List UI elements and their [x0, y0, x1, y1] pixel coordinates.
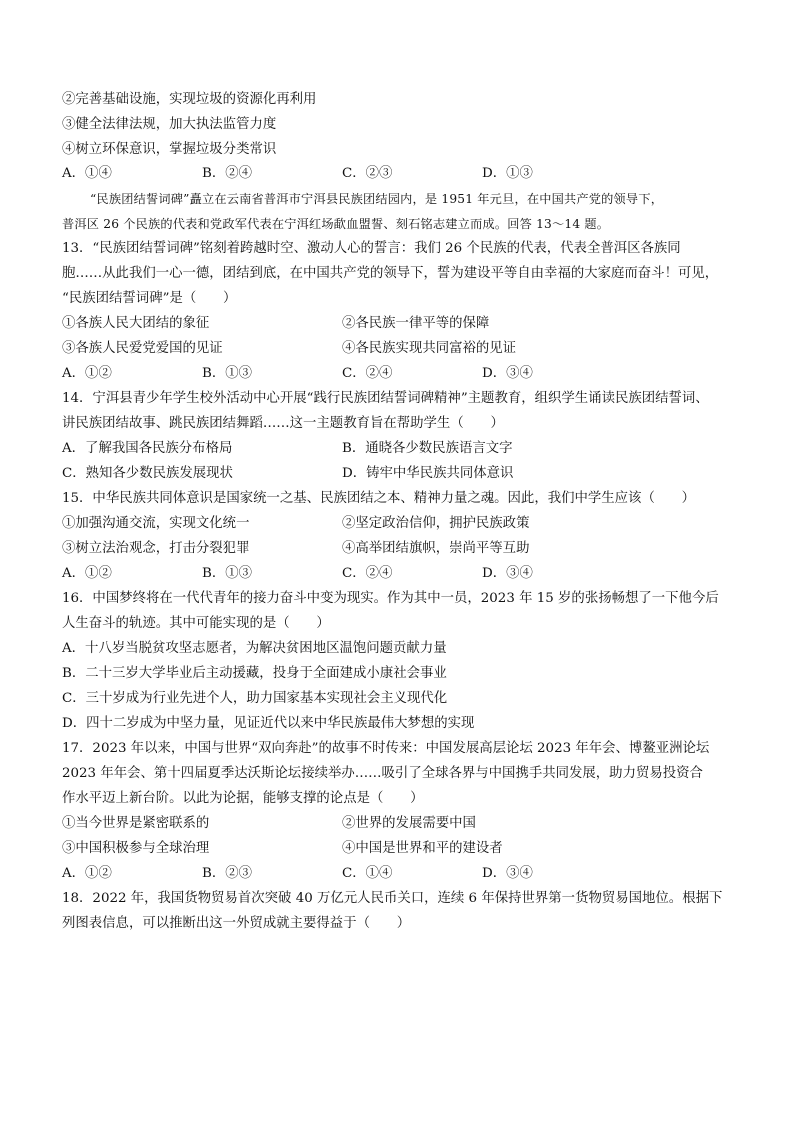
q15-choice-d: D．③④ — [482, 566, 533, 581]
intro-line-2: 普洱区 26 个民族的代表和党政军代表在宁洱红场歃血盟誓、刻石铭志建立而成。回答 13～14 题。 — [62, 217, 610, 231]
q16-choice-c: C．三十岁成为行业先进个人，助力国家基本实现社会主义现代化 — [62, 691, 448, 706]
q15-item-2: ②坚定政治信仰，拥护民族政策 — [342, 516, 530, 531]
q14-choice-a: A．了解我国各民族分布格局 — [62, 441, 233, 456]
q13-choice-c: C．②④ — [342, 366, 393, 381]
q12-item-3: ③健全法律法规，加大执法监管力度 — [62, 117, 277, 132]
q17-choice-b: B．②③ — [202, 866, 253, 881]
q13-choice-b: B．①③ — [202, 366, 253, 381]
q15-item-1: ①加强沟通交流，实现文化统一 — [62, 516, 250, 531]
q16-choice-a: A．十八岁当脱贫攻坚志愿者，为解决贫困地区温饱问题贡献力量 — [62, 641, 447, 656]
q16-stem-line-1: 16．中国梦终将在一代代青年的接力奋斗中变为现实。作为其中一员，2023 年 15 岁的张扬畅想了一下他今后 — [62, 591, 719, 606]
q13-item-4: ④各民族实现共同富裕的见证 — [342, 341, 517, 356]
q17-item-2: ②世界的发展需要中国 — [342, 816, 476, 831]
q13-choice-a: A．①② — [62, 366, 112, 381]
q16-choice-b: B．二十三岁大学毕业后主动援藏，投身于全面建成小康社会事业 — [62, 666, 447, 681]
q17-choice-a: A．①② — [62, 866, 112, 881]
q17-item-1: ①当今世界是紧密联系的 — [62, 816, 210, 831]
q12-choice-a: A．①④ — [62, 166, 112, 181]
q13-item-1: ①各族人民大团结的象征 — [62, 316, 210, 331]
q17-stem-line-2: 2023 年年会、第十四届夏季达沃斯论坛接续举办……吸引了全球各界与中国携手共同发展，助力贸易投资合 — [62, 766, 703, 781]
q13-stem-line-3: “民族团结誓词碑”是（ ） — [62, 291, 237, 306]
q15-choice-a: A．①② — [62, 566, 112, 581]
q14-stem-line-2: 讲民族团结故事、跳民族团结舞蹈……这一主题教育旨在帮助学生（ ） — [62, 416, 504, 431]
q17-choice-d: D．③④ — [482, 866, 533, 881]
q12-choice-b: B．②④ — [202, 166, 253, 181]
q15-choice-b: B．①③ — [202, 566, 253, 581]
q13-choice-d: D．③④ — [482, 366, 533, 381]
q18-stem-line-2: 列图表信息，可以推断出这一外贸成就主要得益于（ ） — [62, 916, 411, 931]
q17-item-3: ③中国积极参与全球治理 — [62, 841, 210, 856]
q17-item-4: ④中国是世界和平的建设者 — [342, 841, 503, 856]
q14-choice-b: B．通晓各少数民族语言文字 — [342, 441, 513, 456]
q14-choice-d: D．铸牢中华民族共同体意识 — [342, 466, 514, 481]
q12-choice-d: D．①③ — [482, 166, 533, 181]
q13-item-2: ②各民族一律平等的保障 — [342, 316, 490, 331]
q12-item-4: ④树立环保意识，掌握垃圾分类常识 — [62, 142, 277, 157]
q15-item-3: ③树立法治观念，打击分裂犯罪 — [62, 541, 250, 556]
q15-choice-c: C．②④ — [342, 566, 393, 581]
q14-stem-line-1: 14．宁洱县青少年学生校外活动中心开展“践行民族团结誓词碑精神”主题教育，组织学生诵读民族团结誓词、 — [62, 391, 709, 406]
q12-item-2: ②完善基础设施，实现垃圾的资源化再利用 — [62, 92, 317, 107]
intro-line-1: “民族团结誓词碑”矗立在云南省普洱市宁洱县民族团结园内，是 1951 年元旦，在中国共产党的领导下， — [90, 192, 664, 206]
q13-stem-line-2: 胞……从此我们一心一德，团结到底，在中国共产党的领导下，誓为建设平等自由幸福的大家庭而奋斗！可见， — [62, 266, 719, 281]
q17-stem-line-3: 作水平迈上新台阶。以此为论据，能够支撑的论点是（ ） — [62, 791, 424, 806]
q13-item-3: ③各族人民爱党爱国的见证 — [62, 341, 223, 356]
q18-stem-line-1: 18．2022 年，我国货物贸易首次突破 40 万亿元人民币关口，连续 6 年保持世界第一货物贸易国地位。根据下 — [62, 891, 723, 906]
q15-item-4: ④高举团结旗帜，崇尚平等互助 — [342, 541, 530, 556]
q16-stem-line-2: 人生奋斗的轨迹。其中可能实现的是（ ） — [62, 616, 330, 631]
q12-choice-c: C．②③ — [342, 166, 393, 181]
q15-stem-line-1: 15．中华民族共同体意识是国家统一之基、民族团结之本、精神力量之魂。因此，我们中学生应该（ ） — [62, 491, 696, 506]
q13-stem-line-1: 13．“民族团结誓词碑”铭刻着跨越时空、激动人心的誓言：我们 26 个民族的代表，代表全普洱区各族同 — [62, 241, 681, 256]
q17-stem-line-1: 17．2023 年以来，中国与世界“双向奔赴”的故事不时传来：中国发展高层论坛 2023 年年会、博鳌亚洲论坛 — [62, 741, 710, 756]
q17-choice-c: C．①④ — [342, 866, 393, 881]
q16-choice-d: D．四十二岁成为中坚力量，见证近代以来中华民族最伟大梦想的实现 — [62, 716, 475, 731]
q14-choice-c: C．熟知各少数民族发展现状 — [62, 466, 233, 481]
